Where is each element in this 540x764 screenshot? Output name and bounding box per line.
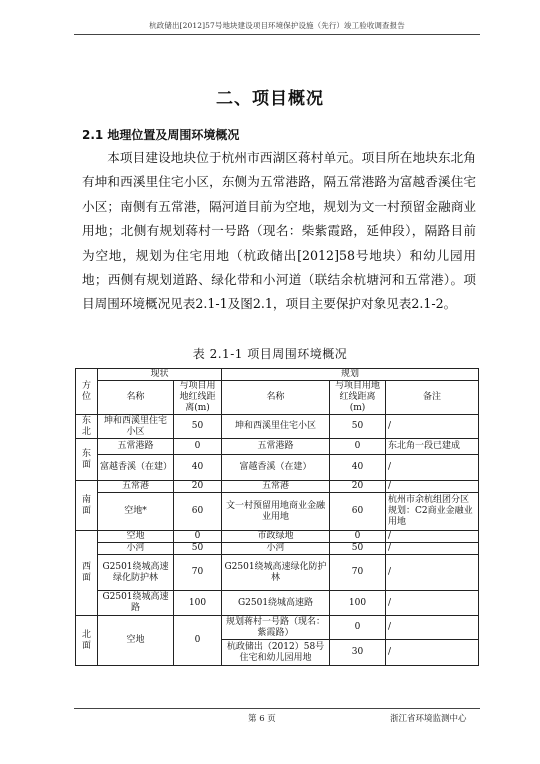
planned-name-cell: G2501绕城高速路 [222, 591, 330, 616]
header-current-distance: 与项目用地红线距离(m) [174, 381, 222, 415]
current-name-cell: 坤和西溪里住宅小区 [98, 415, 174, 439]
current-name-cell: 五常港 [98, 481, 174, 493]
table-row [76, 493, 479, 531]
planned-name-cell: 小河 [222, 543, 330, 555]
body-paragraph [82, 146, 476, 317]
header-current-name: 名称 [98, 381, 174, 415]
direction-cell: 东北 [76, 415, 98, 439]
planned-distance-cell: 50 [330, 543, 386, 555]
remark-cell: 杭州市余杭组团分区规划：C2商业金融业用地 [386, 493, 479, 531]
table-row [76, 415, 479, 439]
direction-cell: 东面 [76, 439, 98, 481]
direction-cell: 南面 [76, 481, 98, 531]
current-name-cell: G2501绕城高速绿化防护林 [98, 555, 174, 591]
planned-name-cell: 文一村预留用地商业金融业用地 [222, 493, 330, 531]
remark-cell: / [386, 616, 479, 640]
section-title: 2.1 地理位置及周围环境概况 [82, 128, 240, 142]
current-name-cell: G2501绕城高速路 [98, 591, 174, 616]
table-row [76, 531, 479, 543]
planned-name-cell: 杭政储出（2012）58号住宅和幼儿园用地 [222, 640, 330, 666]
current-distance-cell: 40 [174, 455, 222, 481]
planned-distance-cell: 50 [330, 415, 386, 439]
table-row [76, 455, 479, 481]
remark-cell: / [386, 591, 479, 616]
running-header: 杭政储出[2012]57号地块建设项目环境保护设施（先行）竣工验收调查报告 [149, 21, 405, 30]
planned-name-cell: G2501绕城高速绿化防护林 [222, 555, 330, 591]
direction-cell: 西面 [76, 531, 98, 616]
header-current: 现状 [98, 369, 222, 381]
header-remark: 备注 [386, 381, 479, 415]
planned-name-cell: 富越香溪（在建） [222, 455, 330, 481]
remark-cell: / [386, 640, 479, 666]
current-distance-cell: 50 [174, 415, 222, 439]
planned-distance-cell: 40 [330, 455, 386, 481]
current-name-cell: 空地* [98, 493, 174, 531]
footer-organization: 浙江省环境监测中心 [390, 714, 467, 724]
chapter-title: 二、项目概况 [216, 89, 324, 109]
planned-distance-cell: 0 [330, 439, 386, 455]
paragraph-text: 本项目建设地块位于杭州市西湖区蒋村单元。项目所在地块东北角有坤和西溪里住宅小区，东侧为五常港路，隔五常港路为富越香溪住宅小区；南侧有五常港，隔河道目前为空地，规划为文一村预留金融商业用地；北侧有规划蒋村一号路（现名：柴紫霞路，延伸段），隔路目前为空地，规划为住宅用地（杭政储出[2012]58号地块）和幼儿园用地；西侧有规划道路、绿化带和小河道（联结余杭塘河和五常港）。项目周围环境概况见表2.1-1及图2.1，项目主要保护对象见表2.1-2。 [82, 150, 476, 312]
table-row [76, 591, 479, 616]
footer-rule [74, 708, 480, 709]
planned-distance-cell: 0 [330, 616, 386, 640]
planned-distance-cell: 30 [330, 640, 386, 666]
direction-cell: 北面 [76, 616, 98, 666]
table-row [76, 481, 479, 493]
current-distance-cell: 20 [174, 481, 222, 493]
current-name-cell: 小河 [98, 543, 174, 555]
remark-cell: / [386, 543, 479, 555]
current-distance-cell: 100 [174, 591, 222, 616]
planned-distance-cell: 0 [330, 531, 386, 543]
remark-cell: 东北角一段已建成 [386, 439, 479, 455]
planned-name-cell: 坤和西溪里住宅小区 [222, 415, 330, 439]
planned-name-cell: 五常港 [222, 481, 330, 493]
header-planned-name: 名称 [222, 381, 330, 415]
planned-name-cell: 市政绿地 [222, 531, 330, 543]
remark-cell: / [386, 555, 479, 591]
current-distance-cell: 0 [174, 439, 222, 455]
current-distance-cell: 0 [174, 531, 222, 543]
current-distance-cell: 60 [174, 493, 222, 531]
environment-table [75, 368, 479, 666]
current-distance-cell: 0 [174, 616, 222, 666]
planned-distance-cell: 20 [330, 481, 386, 493]
current-distance-cell: 50 [174, 543, 222, 555]
table-row [76, 555, 479, 591]
current-name-cell: 五常港路 [98, 439, 174, 455]
remark-cell: / [386, 415, 479, 439]
table-row [76, 439, 479, 455]
current-name-cell: 空地 [98, 616, 174, 666]
planned-name-cell: 规划蒋村一号路（现名：紫霞路） [222, 616, 330, 640]
planned-distance-cell: 70 [330, 555, 386, 591]
current-distance-cell: 70 [174, 555, 222, 591]
header-direction: 方位 [76, 369, 98, 415]
planned-distance-cell: 100 [330, 591, 386, 616]
planned-name-cell: 五常港路 [222, 439, 330, 455]
table-row [76, 616, 479, 640]
remark-cell: / [386, 455, 479, 481]
header-planned-distance: 与项目用地红线距离(m) [330, 381, 386, 415]
page-number: 第 6 页 [248, 714, 276, 724]
header-rule [74, 34, 480, 35]
table-row [76, 543, 479, 555]
header-planned: 规划 [222, 369, 479, 381]
current-name-cell: 空地 [98, 531, 174, 543]
remark-cell: / [386, 531, 479, 543]
planned-distance-cell: 60 [330, 493, 386, 531]
table-caption: 表 2.1-1 项目周围环境概况 [192, 347, 348, 361]
current-name-cell: 富越香溪（在建） [98, 455, 174, 481]
remark-cell: / [386, 481, 479, 493]
